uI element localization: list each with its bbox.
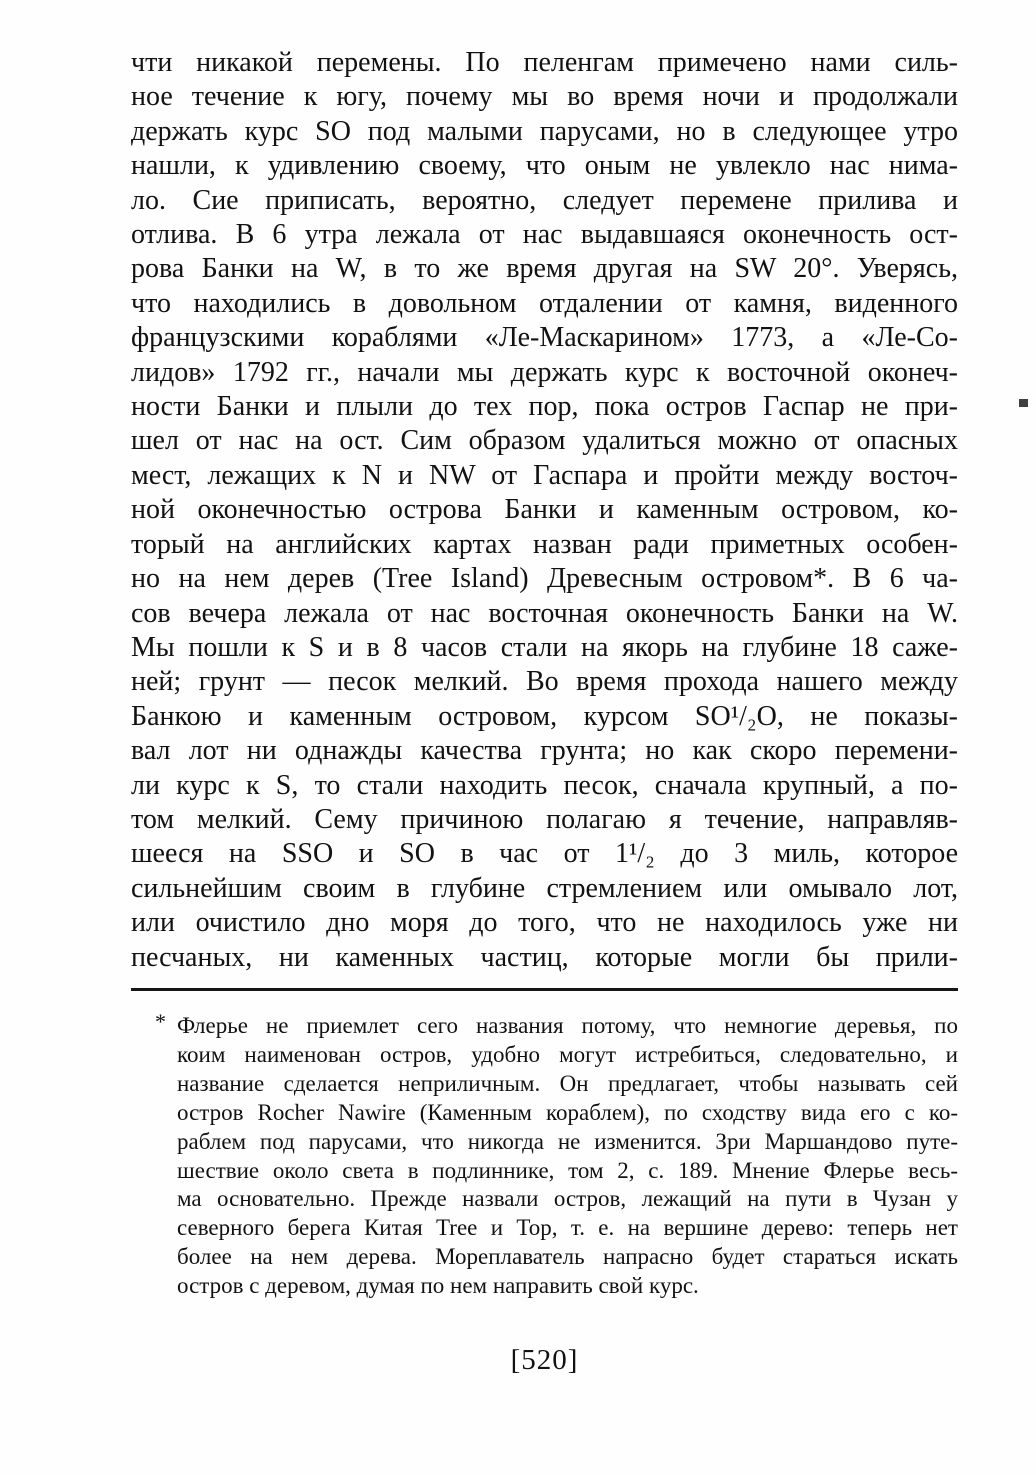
body-text-line: ло. Сие приписать, вероятно, следует перемене прилива и [131, 184, 958, 216]
body-text-line: чти никакой перемены. По пеленгам примечено нами силь- [131, 47, 958, 78]
body-text-line: Банкою и каменным островом, курсом SO¹/₂O, не показы- [131, 700, 958, 732]
body-text-line: лидов» 1792 гг., начали мы держать курс к восточной оконеч- [131, 356, 958, 388]
body-text-line: мест, лежащих к N и NW от Гаспара и пройти между восточ- [131, 459, 958, 491]
footnote-text-line: северного берега Китая Tree и Top, т. е. на вершине дерево: теперь нет [177, 1215, 958, 1241]
body-text-line: рова Банки на W, в то же время другая на SW 20°. Уверясь, [131, 253, 958, 285]
footnote-text-line: ма основательно. Прежде назвали остров, лежащий на пути в Чузан у [177, 1186, 958, 1212]
body-text-line: шел от нас на ост. Сим образом удалиться можно от опасных [131, 425, 958, 457]
page-number: [520] [510, 1344, 579, 1376]
footnote-text-line: шествие около света в подлиннике, том 2, с. 189. Мнение Флерье весь- [177, 1157, 958, 1183]
body-text-line: ное течение к югу, почему мы во время ночи и продолжали [131, 81, 958, 113]
footnote-text-line: более на нем дерева. Мореплаватель напрасно будет стараться искать [177, 1244, 958, 1270]
body-text-line: Мы пошли к S и в 8 часов стали на якорь на глубине 18 саже- [131, 631, 958, 663]
body-text-line: ней; грунт — песок мелкий. Во время прохода нашего между [131, 666, 958, 698]
body-text-line: ности Банки и плыли до тех пор, пока остров Гаспар не при- [131, 391, 958, 423]
footnote-text-line: коим наименован остров, удобно могут истребиться, следовательно, и [177, 1041, 958, 1067]
body-text-line: или очистило дно моря до того, что не находилось уже ни [131, 907, 958, 939]
body-text-line: торый на английских картах назван ради приметных особен- [131, 528, 958, 560]
body-text-line: но на нем дерев (Tree Island) Древесным островом*. В 6 ча- [131, 563, 958, 595]
footnote-text-line: остров с деревом, думая по нем направить свой курс. [177, 1273, 699, 1299]
footnote-text-line: название сделается неприличным. Он предлагает, чтобы называть сей [177, 1070, 958, 1096]
body-text-line: отлива. В 6 утра лежала от нас выдавшаяся оконечность ост- [131, 219, 958, 251]
body-text-line: ной оконечностью острова Банки и каменным островом, ко- [131, 494, 958, 526]
footnote-text [177, 1012, 958, 1301]
body-text-line: вал лот ни однажды качества грунта; но как скоро перемени- [131, 735, 958, 767]
footnote-asterisk-marker: * [155, 1009, 166, 1034]
body-text-line: что находились в довольном отдалении от камня, виденного [131, 287, 958, 319]
footnote-text-line: Флерье не приемлет сего названия потому, что немногие деревья, по [177, 1013, 958, 1038]
body-text-line: нашли, к удивлению своему, что оным не увлекло нас нима- [131, 150, 958, 182]
body-text-line: сильнейшим своим в глубине стремлением или омывало лот, [131, 872, 958, 904]
body-text-line: сов вечера лежала от нас восточная оконечность Банки на W. [131, 597, 958, 629]
body-text-line: держать курс SO под малыми парусами, но в следующее утро [131, 115, 958, 147]
footnote-separator-rule [131, 988, 958, 991]
footnote-text-line: раблем под парусами, что никогда не изменится. Зри Маршандово путе- [177, 1128, 958, 1154]
body-text-line: песчаных, ни каменных частиц, которые могли бы прили- [131, 941, 958, 973]
footnote-block [155, 1009, 958, 1301]
main-text-block [131, 46, 958, 975]
body-text-line: ли курс к S, то стали находить песок, сначала крупный, а по- [131, 769, 958, 801]
body-text-line: том мелкий. Сему причиною полагаю я течение, направляв- [131, 803, 958, 835]
body-text-line: французскими кораблями «Ле-Маскарином» 1773, а «Ле-Со- [131, 322, 958, 354]
ink-speck [1019, 399, 1028, 407]
footnote-text-line: остров Rocher Nawire (Каменным кораблем), по сходству вида его с ко- [177, 1099, 958, 1125]
body-text-line: шееся на SSO и SO в час от 1¹/₂ до 3 миль, которое [131, 838, 958, 870]
